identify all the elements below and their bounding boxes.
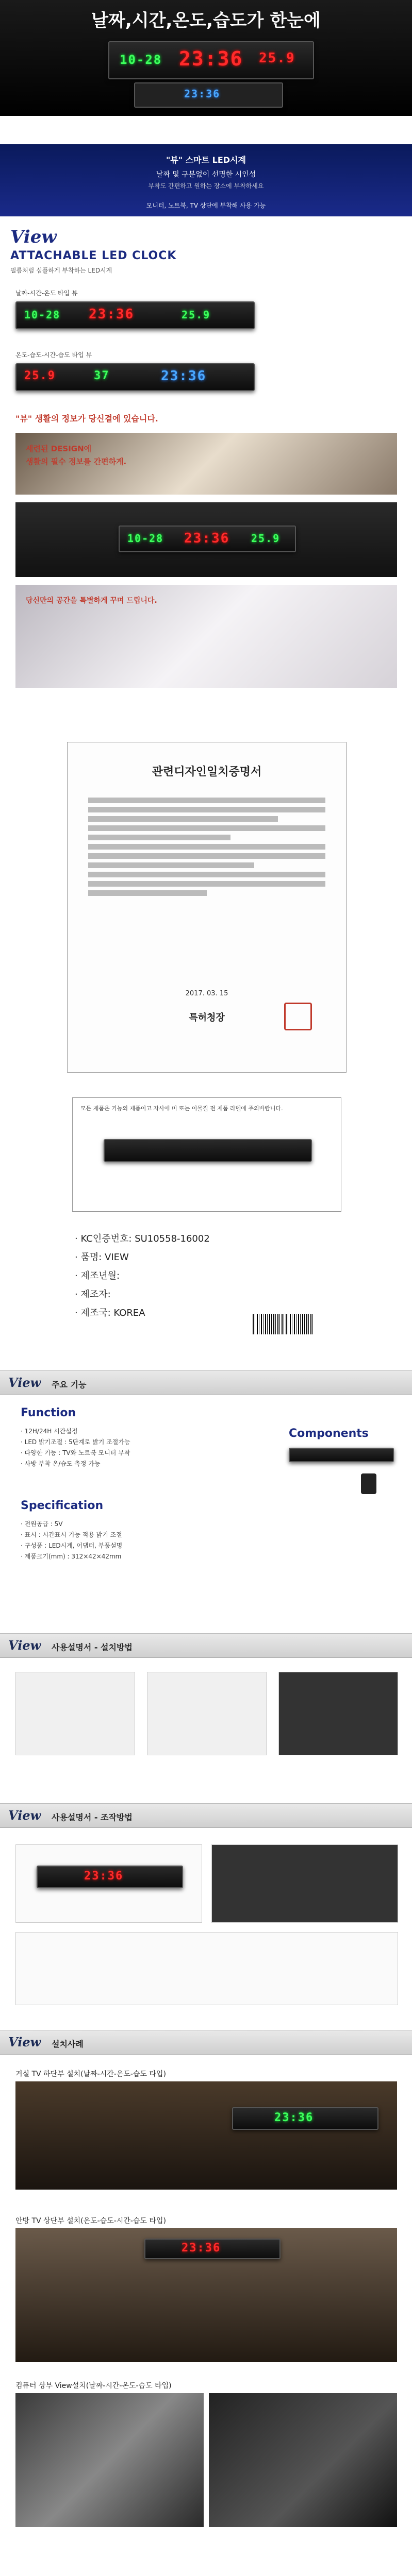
b-hum: 37 — [94, 369, 110, 382]
lifestyle-section — [0, 412, 412, 690]
case3-photo-a — [15, 2393, 204, 2527]
notice-text: 모든 제품은 기능의 제품이고 자사에 미 또는 이물질 전 제품 라벨에 주의바랍니다. — [80, 1105, 283, 1112]
photo-desk — [15, 502, 397, 577]
operate-section — [0, 1803, 412, 2020]
type-b-clock — [15, 363, 255, 391]
led-time: 23:36 — [179, 47, 243, 70]
type-a-label: 날짜-시간-온도 타입 뷰 — [15, 290, 78, 297]
features-header — [0, 1370, 412, 1395]
case2-photo — [15, 2228, 397, 2362]
components-title: Components — [289, 1427, 369, 1440]
photo-bed — [15, 585, 397, 688]
cases-brand: View — [8, 2035, 41, 2049]
view-subtitle: 필름처럼 심플하게 부착하는 LED시계 — [10, 267, 112, 274]
install-header-text: 사용설명서 - 설치방법 — [52, 1642, 133, 1652]
cert-date: 2017. 03. 15 — [185, 990, 228, 997]
op1-time: 23:36 — [84, 1870, 124, 1883]
operate-header-text: 사용설명서 - 조작방법 — [52, 1812, 133, 1822]
operate-panel3 — [15, 1932, 398, 2005]
intro-tag: "뷰" 스마트 LED시계 — [166, 155, 246, 165]
photo-quote4: 당신만의 공간을 특별하게 꾸며 드립니다. — [26, 597, 157, 605]
hero-led-clock — [108, 41, 314, 79]
photo-quote3: 생활의 필수 정보를 간편하게. — [26, 457, 127, 466]
operate-panel1 — [15, 1844, 202, 1923]
cases-header — [0, 2030, 412, 2055]
certificate-section — [0, 742, 412, 1077]
function-item: · 12H/24H 시간설정 — [21, 1428, 78, 1435]
a-time: 23:36 — [89, 307, 135, 322]
lifestyle-quote: "뷰" 생활의 정보가 당신곁에 있습니다. — [15, 414, 158, 423]
case2-clock — [144, 2239, 281, 2259]
type-b — [0, 350, 412, 407]
features-brand: View — [8, 1375, 41, 1390]
spec-item: · 전원공급 : 5V — [21, 1520, 63, 1528]
case1-title: 거실 TV 하단부 설치(날짜-시간-온도-습도 타입) — [15, 2070, 166, 2078]
function-title: Function — [21, 1406, 76, 1419]
hero-headline: 날짜,시간,온도,습도가 한눈에 — [91, 10, 321, 31]
barcode — [253, 1314, 315, 1334]
install-header — [0, 1633, 412, 1658]
operate-panel2 — [211, 1844, 398, 1923]
view-title-en: ATTACHABLE LED CLOCK — [10, 249, 177, 262]
type-a-clock — [15, 301, 255, 329]
spec-title: Specification — [21, 1499, 104, 1512]
notice-section — [0, 1097, 412, 1216]
spec-model: · 품명: VIEW — [75, 1252, 129, 1263]
certificate-doc — [67, 742, 347, 1073]
product-specs — [0, 1231, 412, 1345]
led-temp: 25.9 — [259, 50, 295, 66]
spec-item: · 표시 : 시간표시 기능 적용 밝기 조절 — [21, 1531, 122, 1538]
operate-header — [0, 1803, 412, 1828]
cases-header-text: 설치사례 — [52, 2039, 84, 2049]
view-brand: View — [10, 227, 57, 247]
function-item: · 다양한 기능 : TV와 노트북 모니터 부착 — [21, 1449, 130, 1456]
features-header-text: 주요 기능 — [52, 1380, 87, 1389]
desk-time: 23:36 — [184, 531, 230, 546]
led-time-small: 23:36 — [184, 88, 221, 100]
photo-couch — [15, 433, 397, 495]
case1-photo — [15, 2081, 397, 2190]
photo-quote2: 세련된 DESIGN에 — [26, 444, 92, 453]
hero-monitor — [134, 82, 283, 108]
install-step3 — [278, 1672, 398, 1755]
cert-issuer: 특허청장 — [189, 1012, 225, 1023]
intro-sub: 모니터, 노트북, TV 상단에 부착해 사용 가능 — [146, 202, 266, 209]
desk-temp: 25.9 — [251, 532, 281, 545]
hero-section — [0, 0, 412, 116]
spec-list — [21, 1517, 122, 1563]
spec-maker: · 제조년월: — [75, 1270, 120, 1281]
spec-item: · 구성품 : LED시계, 어댑터, 부품설명 — [21, 1542, 123, 1549]
cases-section — [0, 2030, 412, 2561]
desk-clock — [119, 526, 296, 552]
function-list — [21, 1425, 130, 1470]
operate-brand: View — [8, 1808, 41, 1823]
spec-kc: · KC인증번호: SU10558-16002 — [75, 1233, 210, 1244]
a-temp: 25.9 — [182, 309, 211, 321]
install-step2 — [147, 1672, 267, 1755]
spec-importer: · 제조자: — [75, 1289, 111, 1300]
install-section — [0, 1633, 412, 1788]
components-adapter — [361, 1473, 376, 1494]
case2-title: 안방 TV 상단부 설치(온도-습도-시간-습도 타입) — [15, 2217, 166, 2225]
case3-photo-b — [209, 2393, 397, 2527]
cert-title: 관련디자인일치증명서 — [152, 766, 262, 778]
b-temp: 25.9 — [24, 369, 56, 382]
intro-line1: 날짜 및 구분없이 선명한 시인성 — [156, 171, 256, 179]
case3-title: 컴퓨터 상부 View설치(날짜-시간-온도-습도 타입) — [15, 2382, 172, 2390]
operate-clock1 — [37, 1866, 183, 1888]
notice-product — [104, 1139, 312, 1162]
function-item: · 사방 부착 온/습도 측정 가능 — [21, 1460, 101, 1467]
cert-seal — [284, 1003, 312, 1030]
case2-time: 23:36 — [182, 2242, 221, 2255]
install-step1 — [15, 1672, 135, 1755]
features-section — [0, 1370, 412, 1659]
desk-date: 10-28 — [127, 532, 164, 545]
led-date: 10-28 — [120, 53, 162, 67]
case1-time: 23:36 — [274, 2111, 314, 2124]
spec-origin: · 제조국: KOREA — [75, 1308, 145, 1318]
type-b-label: 온도-습도-시간-습도 타입 뷰 — [15, 351, 92, 359]
a-date: 10-28 — [24, 309, 61, 321]
intro-banner — [0, 144, 412, 216]
type-a — [0, 289, 412, 345]
intro-line2: 부착도 간편하고 원하는 장소에 부착하세요 — [148, 182, 264, 190]
function-item: · LED 밝기조절 : 5단계로 밝기 조절가능 — [21, 1438, 130, 1446]
notice-box — [72, 1097, 341, 1212]
cert-lines — [88, 794, 325, 900]
install-brand: View — [8, 1638, 41, 1653]
case1-clock — [232, 2107, 378, 2130]
spec-item: · 제품크기(mm) : 312×42×42mm — [21, 1553, 122, 1560]
components-clock — [289, 1448, 394, 1462]
b-time: 23:36 — [161, 368, 207, 384]
view-title — [0, 227, 412, 278]
